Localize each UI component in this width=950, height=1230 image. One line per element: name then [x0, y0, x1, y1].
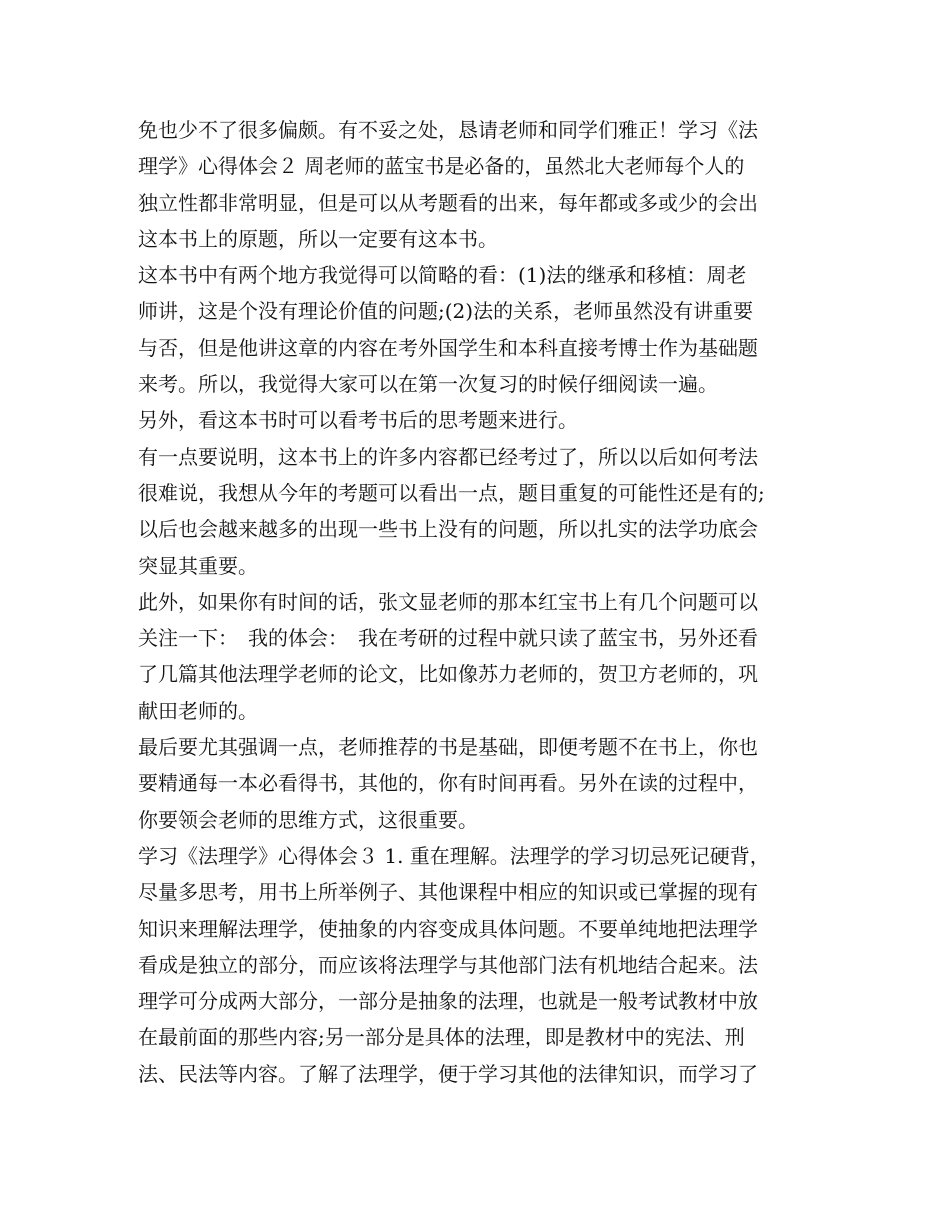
text-line: 理学》心得体会２ 周老师的蓝宝书是必备的，虽然北大老师每个人的 — [138, 154, 745, 179]
text-line: 很难说，我想从今年的考题可以看出一点，题目重复的可能性还是有的; — [138, 480, 765, 505]
text-line: 师讲，这是个没有理论价值的问题;(2)法的关系，老师虽然没有讲重要 — [138, 299, 754, 324]
text-line: 此外，如果你有时间的话，张文显老师的那本红宝书上有几个问题可以 — [138, 589, 758, 614]
body-text — [138, 112, 828, 1092]
text-line: 突显其重要。 — [138, 553, 258, 578]
text-line: 尽量多思考，用书上所举例子、其他课程中相应的知识或已掌握的现有 — [138, 880, 758, 905]
text-line: 知识来理解法理学，使抽象的内容变成具体问题。不要单纯地把法理学 — [138, 916, 758, 941]
text-line: 另外，看这本书时可以看考书后的思考题来进行。 — [138, 408, 578, 433]
text-line: 理学可分成两大部分，一部分是抽象的法理，也就是一般考试教材中放 — [138, 989, 758, 1014]
text-line: 法、民法等内容。了解了法理学，便于学习其他的法律知识，而学习了 — [138, 1061, 758, 1086]
text-line: 最后要尤其强调一点，老师推荐的书是基础，即便考题不在书上，你也 — [138, 735, 758, 760]
text-line: 独立性都非常明显，但是可以从考题看的出来，每年都或多或少的会出 — [138, 190, 758, 215]
text-line: 以后也会越来越多的出现一些书上没有的问题，所以扎实的法学功底会 — [138, 517, 758, 542]
text-line: 你要领会老师的思维方式，这很重要。 — [138, 807, 478, 832]
text-line: 关注一下： 我的体会： 我在考研的过程中就只读了蓝宝书，另外还看 — [138, 626, 758, 651]
text-line: 有一点要说明，这本书上的许多内容都已经考过了，所以以后如何考法 — [138, 444, 758, 469]
text-line: 献田老师的。 — [138, 698, 258, 723]
text-line: 在最前面的那些内容;另一部分是具体的法理，即是教材中的宪法、刑 — [138, 1025, 745, 1050]
text-line: 这本书上的原题，所以一定要有这本书。 — [138, 226, 498, 251]
text-line: 了几篇其他法理学老师的论文，比如像苏力老师的，贺卫方老师的，巩 — [138, 662, 758, 687]
text-line: 学习《法理学》心得体会３ 1. 重在理解。法理学的学习切忌死记硬背， — [138, 843, 770, 868]
text-line: 免也少不了很多偏颇。有不妥之处，恳请老师和同学们雅正！学习《法 — [138, 118, 758, 142]
text-line: 要精通每一本必看得书，其他的，你有时间再看。另外在读的过程中， — [138, 771, 758, 796]
text-line: 来考。所以，我觉得大家可以在第一次复习的时候仔细阅读一遍。 — [138, 372, 718, 397]
text-line: 这本书中有两个地方我觉得可以简略的看：(1)法的继承和移植：周老 — [138, 263, 747, 288]
text-line: 看成是独立的部分，而应该将法理学与其他部门法有机地结合起来。法 — [138, 952, 758, 977]
text-line: 与否，但是他讲这章的内容在考外国学生和本科直接考博士作为基础题 — [138, 335, 758, 360]
